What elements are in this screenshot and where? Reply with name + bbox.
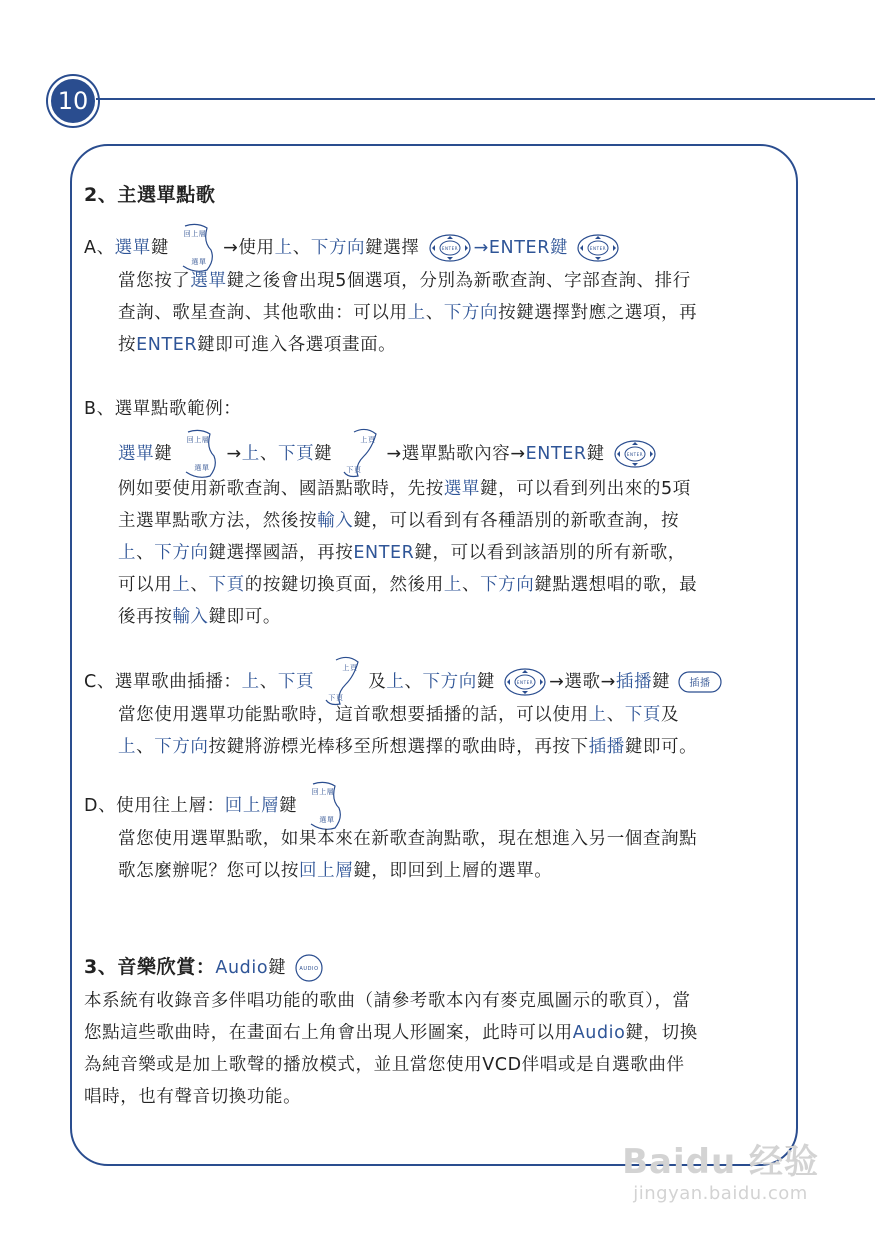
header-rule [96, 98, 875, 100]
a-paragraph-line-3: 按ENTER鍵即可進入各選項畫面。 [118, 335, 397, 355]
b-paragraph-line-2: 主選單點歌方法，然後按輸入鍵，可以看到有各種語別的新歌查詢，按 [118, 511, 680, 531]
svg-text:ENTER: ENTER [590, 246, 607, 251]
s3-paragraph-line-4: 唱時，也有聲音切換功能。 [84, 1087, 302, 1107]
a-paragraph-line-1: 當您按了選單鍵之後會出現5個選項，分別為新歌查詢、字部查詢、排行 [118, 271, 691, 291]
svg-text:選單: 選單 [194, 464, 211, 472]
item-a-label: A、 [84, 238, 115, 258]
svg-text:插播: 插播 [689, 678, 711, 689]
menu-key-icon [180, 428, 224, 480]
line-b-header: 選單鍵 回上層 選單 →上、下頁鍵 上頁 下頁 →選單點歌內容→ENTER鍵 ENTER [118, 428, 659, 480]
back-key-icon [305, 780, 349, 832]
svg-text:AUDIO: AUDIO [299, 966, 320, 972]
d-paragraph-line-1: 當您使用選單點歌，如果本來在新歌查詢點歌，現在想進入另一個查詢點 [118, 829, 698, 849]
c-paragraph-line-1: 當您使用選單功能點歌時，這首歌想要插播的話，可以使用上、下頁及 [118, 705, 680, 725]
line-a-header: A、選單鍵 回上層 選單 →使用上、下方向鍵選擇 ENTER →ENTER鍵 ENTER [84, 222, 622, 274]
page-number-badge: 10 [48, 76, 98, 126]
page-key-icon [322, 656, 366, 708]
s3-paragraph-line-2: 您點這些歌曲時，在畫面右上角會出現人形圖案，此時可以用Audio鍵，切換 [84, 1023, 698, 1043]
b-paragraph-line-4: 可以用上、下頁的按鍵切換頁面，然後用上、下方向鍵點選想唱的歌，最 [118, 575, 698, 595]
svg-text:上頁: 上頁 [342, 664, 358, 672]
svg-text:回上層: 回上層 [183, 230, 207, 238]
svg-text:上頁: 上頁 [360, 436, 377, 444]
enter-key-icon [576, 233, 620, 263]
c-paragraph-line-2: 上、下方向按鍵將游標光棒移至所想選擇的歌曲時，再按下插播鍵即可。 [118, 737, 698, 757]
enter-key-icon [613, 439, 657, 469]
a-paragraph-line-2: 查詢、歌星查詢、其他歌曲：可以用上、下方向按鍵選擇對應之選項，再 [118, 303, 698, 323]
watermark-url: jingyan.baidu.com [633, 1183, 808, 1204]
svg-text:回上層: 回上層 [187, 436, 210, 444]
svg-text:下頁: 下頁 [328, 694, 344, 702]
baidu-watermark [622, 1134, 819, 1204]
svg-text:選單: 選單 [191, 258, 207, 266]
svg-text:下頁: 下頁 [346, 466, 363, 474]
insert-key-icon [678, 670, 722, 694]
item-b-title: B、選單點歌範例： [84, 399, 242, 419]
dpad-key-icon [503, 667, 547, 697]
b-paragraph-line-3: 上、下方向鍵選擇國語，再按ENTER鍵，可以看到該語別的所有新歌， [118, 543, 686, 563]
section-3-title: 3、音樂欣賞： [84, 956, 216, 978]
audio-key-icon [294, 953, 324, 983]
section-2-title: 2、主選單點歌 [84, 184, 216, 206]
section-3-header: 3、音樂欣賞：Audio鍵 AUDIO [84, 952, 326, 983]
s3-paragraph-line-1: 本系統有收錄音多伴唱功能的歌曲（請參考歌本內有麥克風圖示的歌頁），當 [84, 991, 691, 1011]
dpad-key-icon [428, 233, 472, 263]
d-paragraph-line-2: 歌怎麼辦呢？您可以按回上層鍵，即回到上層的選單。 [118, 861, 553, 881]
svg-text:ENTER: ENTER [517, 680, 534, 685]
svg-text:ENTER: ENTER [626, 452, 644, 457]
watermark-logo: Baidu 经验 [622, 1142, 819, 1182]
line-d-header: D、使用往上層：回上層鍵 回上層 選單 [84, 780, 351, 832]
b-paragraph-line-5: 後再按輸入鍵即可。 [118, 607, 281, 627]
svg-text:回上層: 回上層 [311, 788, 335, 796]
menu-key-icon [177, 222, 221, 274]
b-paragraph-line-1: 例如要使用新歌查詢、國語點歌時，先按選單鍵，可以看到列出來的5項 [118, 479, 691, 499]
svg-text:選單: 選單 [319, 816, 335, 824]
svg-text:ENTER: ENTER [441, 246, 458, 251]
line-c-header: C、選單歌曲插播：上、下頁 上頁 下頁 及上、下方向鍵 ENTER →選歌→插播鍵 插播 [84, 656, 724, 708]
s3-paragraph-line-3: 為純音樂或是加上歌聲的播放模式，並且當您使用VCD伴唱或是自選歌曲伴 [84, 1055, 685, 1075]
page-key-icon [340, 428, 384, 480]
